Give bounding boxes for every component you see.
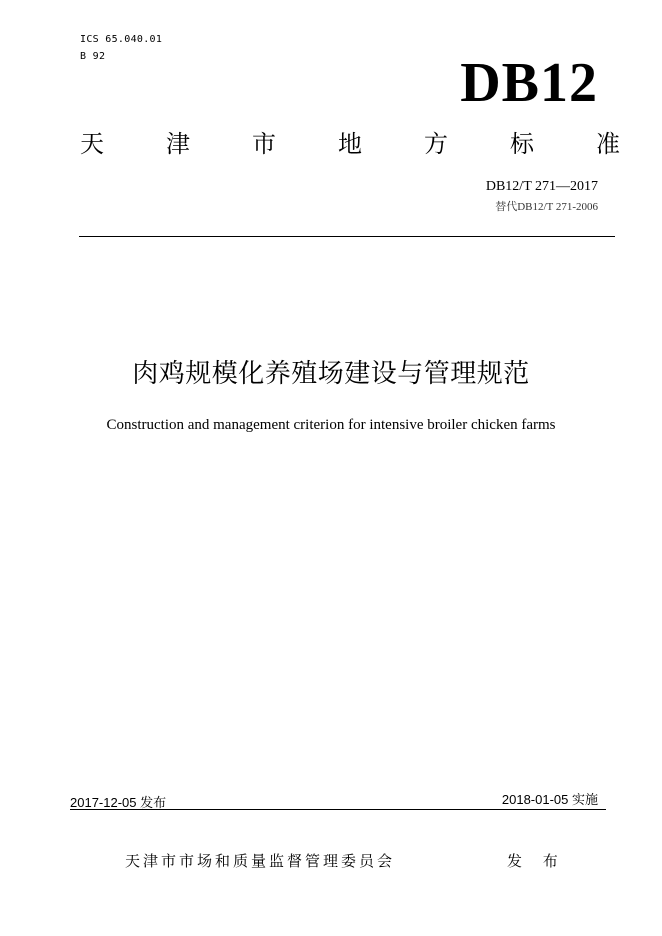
standard-type-char: 方 bbox=[424, 130, 448, 158]
standard-type-char: 地 bbox=[338, 130, 362, 158]
ccs-code: B 92 bbox=[80, 51, 106, 62]
standard-type-char: 标 bbox=[510, 130, 534, 158]
document-title-chinese: 肉鸡规模化养殖场建设与管理规范 bbox=[132, 359, 530, 389]
document-title-english: Construction and management criterion for intensive broiler chicken farms bbox=[106, 417, 556, 433]
issue-label: 发 布 bbox=[507, 852, 566, 870]
header-divider bbox=[79, 236, 615, 237]
standard-type-char: 津 bbox=[166, 130, 190, 158]
standard-type-char: 天 bbox=[80, 130, 104, 158]
footer-divider bbox=[70, 809, 606, 810]
standard-number: DB12/T 271—2017 bbox=[485, 179, 598, 194]
standard-logo: DB12 bbox=[460, 52, 598, 114]
standard-type-heading bbox=[80, 128, 620, 160]
issuing-authority: 天津市市场和质量监督管理委员会 bbox=[125, 852, 396, 870]
standard-type-char: 市 bbox=[252, 130, 276, 158]
standard-type-char: 准 bbox=[596, 130, 620, 158]
issue-date: 2017-12-05 发布 bbox=[70, 795, 167, 810]
ics-code: ICS 65.040.01 bbox=[80, 34, 163, 45]
replaces-note: 替代DB12/T 271-2006 bbox=[495, 201, 598, 213]
implementation-date: 2018-01-05 实施 bbox=[501, 792, 598, 807]
